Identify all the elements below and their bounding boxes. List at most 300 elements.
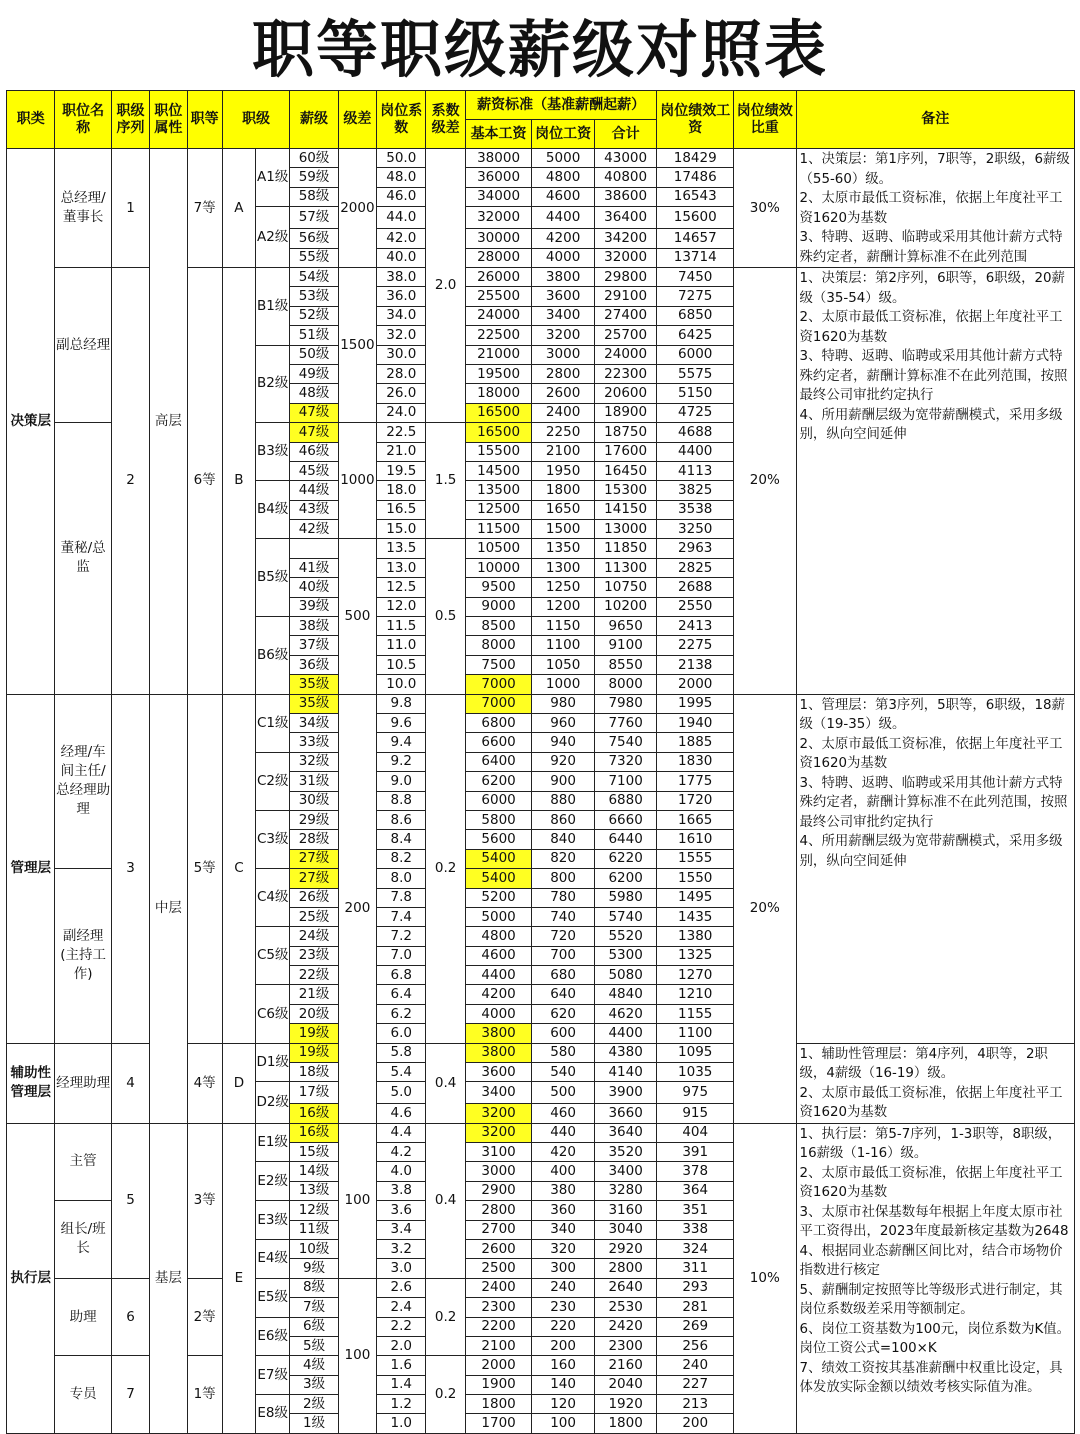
coef-cell: 32.0 xyxy=(377,326,426,345)
post-salary-cell: 2100 xyxy=(532,442,595,461)
pay-grade-cell: 15级 xyxy=(290,1143,338,1162)
pay-grade-cell: 51级 xyxy=(290,326,338,345)
perf-salary-cell: 2825 xyxy=(657,558,734,577)
coef-cell: 1.2 xyxy=(377,1395,426,1414)
pay-grade-cell: 30级 xyxy=(290,791,338,810)
post-salary-cell: 620 xyxy=(532,1004,595,1023)
post-salary-cell: 360 xyxy=(532,1201,595,1220)
base-salary-cell: 9000 xyxy=(465,597,532,616)
post-salary-cell: 1100 xyxy=(532,636,595,655)
coef-cell: 38.0 xyxy=(377,268,426,287)
perf-salary-cell: 351 xyxy=(657,1201,734,1220)
header-level: 职级 xyxy=(222,91,290,149)
level-group-cell: A xyxy=(222,149,255,268)
header-position-name: 职位名称 xyxy=(55,91,111,149)
perf-salary-cell: 6000 xyxy=(657,345,734,364)
position-attr-cell: 高层 xyxy=(150,149,187,695)
base-salary-cell: 6600 xyxy=(465,733,532,752)
pay-grade-cell: 45级 xyxy=(290,461,338,480)
total-cell: 22300 xyxy=(594,364,657,383)
pay-grade-cell: 34级 xyxy=(290,713,338,732)
coef-cell: 30.0 xyxy=(377,345,426,364)
remark-line: 4、根据同业态薪酬区间比对，结合市场物价指数进行核定 xyxy=(799,1243,1063,1279)
post-salary-cell: 800 xyxy=(532,869,595,888)
coef-cell: 4.6 xyxy=(377,1104,426,1123)
total-cell: 1920 xyxy=(594,1395,657,1414)
pay-grade-cell: 56级 xyxy=(290,229,338,248)
coef-cell: 4.2 xyxy=(377,1143,426,1162)
post-salary-cell: 400 xyxy=(532,1162,595,1181)
pay-grade-cell: 24级 xyxy=(290,927,338,946)
pay-grade-cell: 2级 xyxy=(290,1395,338,1414)
pay-grade-cell: 32级 xyxy=(290,752,338,771)
base-salary-cell: 2800 xyxy=(465,1201,532,1220)
post-salary-cell: 1950 xyxy=(532,461,595,480)
pay-grade-cell: 12级 xyxy=(290,1201,338,1220)
position-name-cell: 经理/车间主任/总经理助理 xyxy=(55,694,111,869)
header-perf-ratio: 岗位绩效比重 xyxy=(734,91,797,149)
base-salary-cell: 28000 xyxy=(465,248,532,267)
post-salary-cell: 780 xyxy=(532,888,595,907)
coef-step-cell: 0.2 xyxy=(426,694,465,1043)
perf-salary-cell: 2963 xyxy=(657,539,734,558)
pay-grade-cell: 29级 xyxy=(290,810,338,829)
position-attr-cell: 中层 xyxy=(150,694,187,1123)
base-salary-cell: 7000 xyxy=(465,675,532,694)
level-cell: D1级 xyxy=(256,1043,290,1082)
coef-cell: 2.0 xyxy=(377,1336,426,1355)
pay-grade-cell: 60级 xyxy=(290,149,338,168)
level-cell: E5级 xyxy=(256,1278,290,1317)
base-salary-cell: 5600 xyxy=(465,830,532,849)
coef-cell: 9.4 xyxy=(377,733,426,752)
pay-grade-cell: 54级 xyxy=(290,268,338,287)
header-category: 职类 xyxy=(7,91,55,149)
pay-grade-cell: 38级 xyxy=(290,617,338,636)
coef-step-cell: 0.5 xyxy=(426,539,465,694)
post-salary-cell: 220 xyxy=(532,1317,595,1336)
base-salary-cell: 16500 xyxy=(465,423,532,442)
post-salary-cell: 2800 xyxy=(532,364,595,383)
pay-grade-cell: 14级 xyxy=(290,1162,338,1181)
post-salary-cell: 960 xyxy=(532,713,595,732)
post-salary-cell: 5000 xyxy=(532,149,595,168)
post-salary-cell: 680 xyxy=(532,966,595,985)
coef-cell: 44.0 xyxy=(377,207,426,229)
post-salary-cell: 160 xyxy=(532,1356,595,1375)
base-salary-cell: 26000 xyxy=(465,268,532,287)
position-name-cell: 专员 xyxy=(55,1356,111,1434)
remark-line: 2、太原市最低工资标准，依据上年度社平工资1620为基数 xyxy=(799,736,1063,772)
pay-grade-cell: 1级 xyxy=(290,1414,338,1433)
total-cell: 36400 xyxy=(594,207,657,229)
total-cell: 17600 xyxy=(594,442,657,461)
coef-cell: 40.0 xyxy=(377,248,426,267)
total-cell: 16450 xyxy=(594,461,657,480)
pay-grade-cell: 19级 xyxy=(290,1024,338,1043)
remark-line: 5、薪酬制定按照等比等级形式进行制定，其岗位系数级差采用等额制定。 xyxy=(799,1282,1063,1318)
coef-cell: 6.0 xyxy=(377,1024,426,1043)
pay-grade-cell: 28级 xyxy=(290,830,338,849)
coef-cell: 1.0 xyxy=(377,1414,426,1433)
total-cell: 11850 xyxy=(594,539,657,558)
perf-salary-cell: 1610 xyxy=(657,830,734,849)
coef-cell: 8.2 xyxy=(377,849,426,868)
post-salary-cell: 380 xyxy=(532,1181,595,1200)
total-cell: 34200 xyxy=(594,229,657,248)
header-rank: 职等 xyxy=(187,91,222,149)
level-cell: C5级 xyxy=(256,927,290,985)
coef-cell: 42.0 xyxy=(377,229,426,248)
remark-line: 2、太原市最低工资标准，依据上年度社平工资1620为基数 xyxy=(799,191,1063,226)
base-salary-cell: 32000 xyxy=(465,207,532,229)
post-salary-cell: 230 xyxy=(532,1298,595,1317)
post-salary-cell: 720 xyxy=(532,927,595,946)
total-cell: 3640 xyxy=(594,1123,657,1142)
coef-cell: 2.2 xyxy=(377,1317,426,1336)
perf-salary-cell: 200 xyxy=(657,1414,734,1433)
pay-grade-cell: 57级 xyxy=(290,207,338,229)
base-salary-cell: 4800 xyxy=(465,927,532,946)
coef-cell: 9.8 xyxy=(377,694,426,713)
total-cell: 27400 xyxy=(594,306,657,325)
base-salary-cell: 19500 xyxy=(465,364,532,383)
coef-step-cell: 2.0 xyxy=(426,149,465,423)
base-salary-cell: 3200 xyxy=(465,1104,532,1123)
base-salary-cell: 4600 xyxy=(465,946,532,965)
perf-salary-cell: 1555 xyxy=(657,849,734,868)
header-step: 级差 xyxy=(338,91,376,149)
coef-cell: 10.5 xyxy=(377,655,426,674)
perf-salary-cell: 975 xyxy=(657,1082,734,1104)
base-salary-cell: 7000 xyxy=(465,694,532,713)
perf-salary-cell: 3538 xyxy=(657,500,734,519)
base-salary-cell: 5400 xyxy=(465,849,532,868)
grade-seq-cell: 6 xyxy=(111,1278,149,1356)
position-attr-cell: 基层 xyxy=(150,1123,187,1433)
remarks-cell xyxy=(796,149,1074,268)
perf-salary-cell: 1940 xyxy=(657,713,734,732)
base-salary-cell: 1800 xyxy=(465,1395,532,1414)
level-cell: E2级 xyxy=(256,1162,290,1201)
level-cell: E1级 xyxy=(256,1123,290,1162)
post-salary-cell: 300 xyxy=(532,1259,595,1278)
total-cell: 2420 xyxy=(594,1317,657,1336)
post-salary-cell: 3600 xyxy=(532,287,595,306)
perf-ratio-cell: 20% xyxy=(734,268,797,695)
remark-line: 3、太原市社保基数每年根据上年度太原市社平工资得出，2023年度最新核定基数为2648 xyxy=(799,1204,1069,1240)
total-cell: 9650 xyxy=(594,617,657,636)
header-position-attr: 职位属性 xyxy=(150,91,187,149)
total-cell: 2800 xyxy=(594,1259,657,1278)
total-cell: 7760 xyxy=(594,713,657,732)
coef-cell: 7.2 xyxy=(377,927,426,946)
perf-salary-cell: 2688 xyxy=(657,578,734,597)
total-cell: 3280 xyxy=(594,1181,657,1200)
coef-step-cell: 0.4 xyxy=(426,1043,465,1123)
level-cell: B3级 xyxy=(256,423,290,481)
level-group-cell: D xyxy=(222,1043,255,1123)
level-cell: C6级 xyxy=(256,985,290,1043)
post-salary-cell: 900 xyxy=(532,772,595,791)
post-salary-cell: 600 xyxy=(532,1024,595,1043)
base-salary-cell: 11500 xyxy=(465,520,532,539)
remarks-cell xyxy=(796,268,1074,695)
base-salary-cell: 3400 xyxy=(465,1082,532,1104)
total-cell: 3160 xyxy=(594,1201,657,1220)
base-salary-cell: 24000 xyxy=(465,306,532,325)
coef-cell: 26.0 xyxy=(377,384,426,403)
perf-salary-cell: 7275 xyxy=(657,287,734,306)
perf-ratio-cell: 10% xyxy=(734,1123,797,1433)
base-salary-cell: 8500 xyxy=(465,617,532,636)
post-salary-cell: 4800 xyxy=(532,168,595,187)
pay-grade-cell: 21级 xyxy=(290,985,338,1004)
grade-seq-cell: 2 xyxy=(111,268,149,695)
base-salary-cell: 13500 xyxy=(465,481,532,500)
base-salary-cell: 3200 xyxy=(465,1123,532,1142)
level-cell: B4级 xyxy=(256,481,290,539)
remark-line: 2、太原市最低工资标准，依据上年度社平工资1620为基数 xyxy=(799,1165,1063,1201)
perf-salary-cell: 1830 xyxy=(657,752,734,771)
total-cell: 2530 xyxy=(594,1298,657,1317)
perf-salary-cell: 293 xyxy=(657,1278,734,1297)
perf-salary-cell: 213 xyxy=(657,1395,734,1414)
total-cell: 5980 xyxy=(594,888,657,907)
post-salary-cell: 1650 xyxy=(532,500,595,519)
total-cell: 15300 xyxy=(594,481,657,500)
category-cell: 辅助性管理层 xyxy=(7,1043,55,1123)
perf-salary-cell: 14657 xyxy=(657,229,734,248)
pay-grade-cell: 5级 xyxy=(290,1336,338,1355)
pay-grade-cell: 23级 xyxy=(290,946,338,965)
post-salary-cell: 240 xyxy=(532,1278,595,1297)
step-cell: 200 xyxy=(338,694,376,1123)
category-cell: 管理层 xyxy=(7,694,55,1043)
perf-salary-cell: 17486 xyxy=(657,168,734,187)
post-salary-cell: 200 xyxy=(532,1336,595,1355)
pay-grade-cell: 41级 xyxy=(290,558,338,577)
pay-grade-cell: 18级 xyxy=(290,1063,338,1082)
step-cell: 100 xyxy=(338,1123,376,1278)
remark-line: 3、特聘、返聘、临聘或采用其他计薪方式特殊约定者，薪酬计算标准不在此列范围 xyxy=(799,230,1063,265)
pay-grade-cell: 16级 xyxy=(290,1104,338,1123)
perf-salary-cell: 1995 xyxy=(657,694,734,713)
base-salary-cell: 18000 xyxy=(465,384,532,403)
pay-grade-cell: 27级 xyxy=(290,869,338,888)
base-salary-cell: 3000 xyxy=(465,1162,532,1181)
coef-cell: 46.0 xyxy=(377,187,426,206)
pay-grade-cell xyxy=(290,539,338,558)
base-salary-cell: 10500 xyxy=(465,539,532,558)
pay-grade-cell: 46级 xyxy=(290,442,338,461)
perf-salary-cell: 1100 xyxy=(657,1024,734,1043)
level-cell: A2级 xyxy=(256,207,290,268)
total-cell: 32000 xyxy=(594,248,657,267)
pay-grade-cell: 43级 xyxy=(290,500,338,519)
perf-salary-cell: 1885 xyxy=(657,733,734,752)
perf-salary-cell: 1495 xyxy=(657,888,734,907)
perf-salary-cell: 404 xyxy=(657,1123,734,1142)
coef-step-cell: 0.4 xyxy=(426,1123,465,1278)
header-grade-seq: 职级序列 xyxy=(111,91,149,149)
total-cell: 6660 xyxy=(594,810,657,829)
post-salary-cell: 880 xyxy=(532,791,595,810)
perf-salary-cell: 391 xyxy=(657,1143,734,1162)
post-salary-cell: 4600 xyxy=(532,187,595,206)
total-cell: 29800 xyxy=(594,268,657,287)
pay-grade-cell: 48级 xyxy=(290,384,338,403)
pay-grade-cell: 16级 xyxy=(290,1123,338,1142)
pay-grade-cell: 35级 xyxy=(290,694,338,713)
pay-grade-cell: 31级 xyxy=(290,772,338,791)
total-cell: 7100 xyxy=(594,772,657,791)
coef-cell: 8.8 xyxy=(377,791,426,810)
pay-grade-cell: 53级 xyxy=(290,287,338,306)
pay-grade-cell: 20级 xyxy=(290,1004,338,1023)
base-salary-cell: 6200 xyxy=(465,772,532,791)
page-title: 职等职级薪级对照表 xyxy=(251,13,828,86)
post-salary-cell: 4200 xyxy=(532,229,595,248)
base-salary-cell: 2900 xyxy=(465,1181,532,1200)
base-salary-cell: 2700 xyxy=(465,1220,532,1239)
level-group-cell: C xyxy=(222,694,255,1043)
total-cell: 7320 xyxy=(594,752,657,771)
coef-cell: 3.4 xyxy=(377,1220,426,1239)
coef-step-cell: 0.2 xyxy=(426,1278,465,1356)
perf-salary-cell: 2275 xyxy=(657,636,734,655)
total-cell: 3040 xyxy=(594,1220,657,1239)
coef-cell: 9.0 xyxy=(377,772,426,791)
grade-seq-cell: 3 xyxy=(111,694,149,1043)
step-cell: 2000 xyxy=(338,149,376,268)
coef-cell: 7.0 xyxy=(377,946,426,965)
post-salary-cell: 540 xyxy=(532,1063,595,1082)
base-salary-cell: 9500 xyxy=(465,578,532,597)
position-name-cell: 副总经理 xyxy=(55,268,111,423)
total-cell: 25700 xyxy=(594,326,657,345)
coef-cell: 3.6 xyxy=(377,1201,426,1220)
perf-salary-cell: 240 xyxy=(657,1356,734,1375)
post-salary-cell: 3000 xyxy=(532,345,595,364)
base-salary-cell: 2400 xyxy=(465,1278,532,1297)
remark-line: 2、太原市最低工资标准，依据上年度社平工资1620为基数 xyxy=(799,310,1063,345)
coef-cell: 3.2 xyxy=(377,1239,426,1258)
post-salary-cell: 500 xyxy=(532,1082,595,1104)
total-cell: 24000 xyxy=(594,345,657,364)
total-cell: 5740 xyxy=(594,907,657,926)
remarks-cell xyxy=(796,1043,1074,1123)
pay-grade-cell: 59级 xyxy=(290,168,338,187)
base-salary-cell: 6800 xyxy=(465,713,532,732)
remark-line: 1、辅助性管理层：第4序列，4职等，2职级，4薪级（16-19）级。 xyxy=(799,1046,1048,1082)
coef-cell: 15.0 xyxy=(377,520,426,539)
pay-grade-cell: 37级 xyxy=(290,636,338,655)
level-cell: B1级 xyxy=(256,268,290,346)
pay-grade-cell: 35级 xyxy=(290,675,338,694)
perf-salary-cell: 1325 xyxy=(657,946,734,965)
base-salary-cell: 4000 xyxy=(465,1004,532,1023)
level-cell: A1级 xyxy=(256,149,290,207)
post-salary-cell: 1200 xyxy=(532,597,595,616)
perf-salary-cell: 1095 xyxy=(657,1043,734,1062)
post-salary-cell: 1300 xyxy=(532,558,595,577)
remark-line: 4、所用薪酬层级为宽带薪酬模式，采用多级别，纵向空间延伸 xyxy=(799,407,1063,442)
coef-cell: 2.4 xyxy=(377,1298,426,1317)
perf-salary-cell: 338 xyxy=(657,1220,734,1239)
base-salary-cell: 3800 xyxy=(465,1043,532,1062)
remark-line: 7、绩效工资按其基准薪酬中权重比设定，具体发放实际金额以绩效考核实际值为准。 xyxy=(799,1360,1063,1396)
coef-cell: 8.4 xyxy=(377,830,426,849)
level-cell: E7级 xyxy=(256,1356,290,1395)
remark-line: 1、管理层：第3序列，5职等，6职级，18薪级（19-35）级。 xyxy=(799,697,1065,733)
total-cell: 6220 xyxy=(594,849,657,868)
coef-cell: 10.0 xyxy=(377,675,426,694)
rank-cell: 7等 xyxy=(187,149,222,268)
salary-table xyxy=(6,90,1075,1434)
total-cell: 6880 xyxy=(594,791,657,810)
level-group-cell: B xyxy=(222,268,255,695)
total-cell: 43000 xyxy=(594,149,657,168)
level-cell: C4级 xyxy=(256,869,290,927)
coef-cell: 1.4 xyxy=(377,1375,426,1394)
rank-cell: 1等 xyxy=(187,1356,222,1434)
level-cell: D2级 xyxy=(256,1082,290,1123)
level-group-cell: E xyxy=(222,1123,255,1433)
post-salary-cell: 980 xyxy=(532,694,595,713)
base-salary-cell: 22500 xyxy=(465,326,532,345)
perf-salary-cell: 5575 xyxy=(657,364,734,383)
base-salary-cell: 4200 xyxy=(465,985,532,1004)
table-row xyxy=(7,1123,1075,1142)
coef-cell: 6.8 xyxy=(377,966,426,985)
table-row xyxy=(7,149,1075,168)
remark-line: 2、太原市最低工资标准，依据上年度社平工资1620为基数 xyxy=(799,1085,1063,1121)
header-coef-step: 系数级差 xyxy=(426,91,465,149)
total-cell: 4400 xyxy=(594,1024,657,1043)
coef-cell: 9.6 xyxy=(377,713,426,732)
base-salary-cell: 30000 xyxy=(465,229,532,248)
coef-cell: 1.6 xyxy=(377,1356,426,1375)
perf-salary-cell: 1550 xyxy=(657,869,734,888)
base-salary-cell: 3800 xyxy=(465,1024,532,1043)
perf-salary-cell: 281 xyxy=(657,1298,734,1317)
coef-cell: 13.0 xyxy=(377,558,426,577)
position-name-cell: 经理助理 xyxy=(55,1043,111,1123)
pay-grade-cell: 47级 xyxy=(290,423,338,442)
position-name-cell: 总经理/董事长 xyxy=(55,149,111,268)
perf-salary-cell: 2413 xyxy=(657,617,734,636)
base-salary-cell: 8000 xyxy=(465,636,532,655)
grade-seq-cell: 1 xyxy=(111,149,149,268)
rank-cell: 6等 xyxy=(187,268,222,695)
grade-seq-cell: 7 xyxy=(111,1356,149,1434)
perf-salary-cell: 13714 xyxy=(657,248,734,267)
post-salary-cell: 1800 xyxy=(532,481,595,500)
coef-cell: 7.8 xyxy=(377,888,426,907)
perf-salary-cell: 256 xyxy=(657,1336,734,1355)
post-salary-cell: 2250 xyxy=(532,423,595,442)
perf-salary-cell: 18429 xyxy=(657,149,734,168)
total-cell: 20600 xyxy=(594,384,657,403)
pay-grade-cell: 19级 xyxy=(290,1043,338,1062)
header-total: 合计 xyxy=(594,120,657,149)
rank-cell: 2等 xyxy=(187,1278,222,1356)
rank-cell: 4等 xyxy=(187,1043,222,1123)
coef-cell: 8.6 xyxy=(377,810,426,829)
base-salary-cell: 36000 xyxy=(465,168,532,187)
pay-grade-cell: 58级 xyxy=(290,187,338,206)
